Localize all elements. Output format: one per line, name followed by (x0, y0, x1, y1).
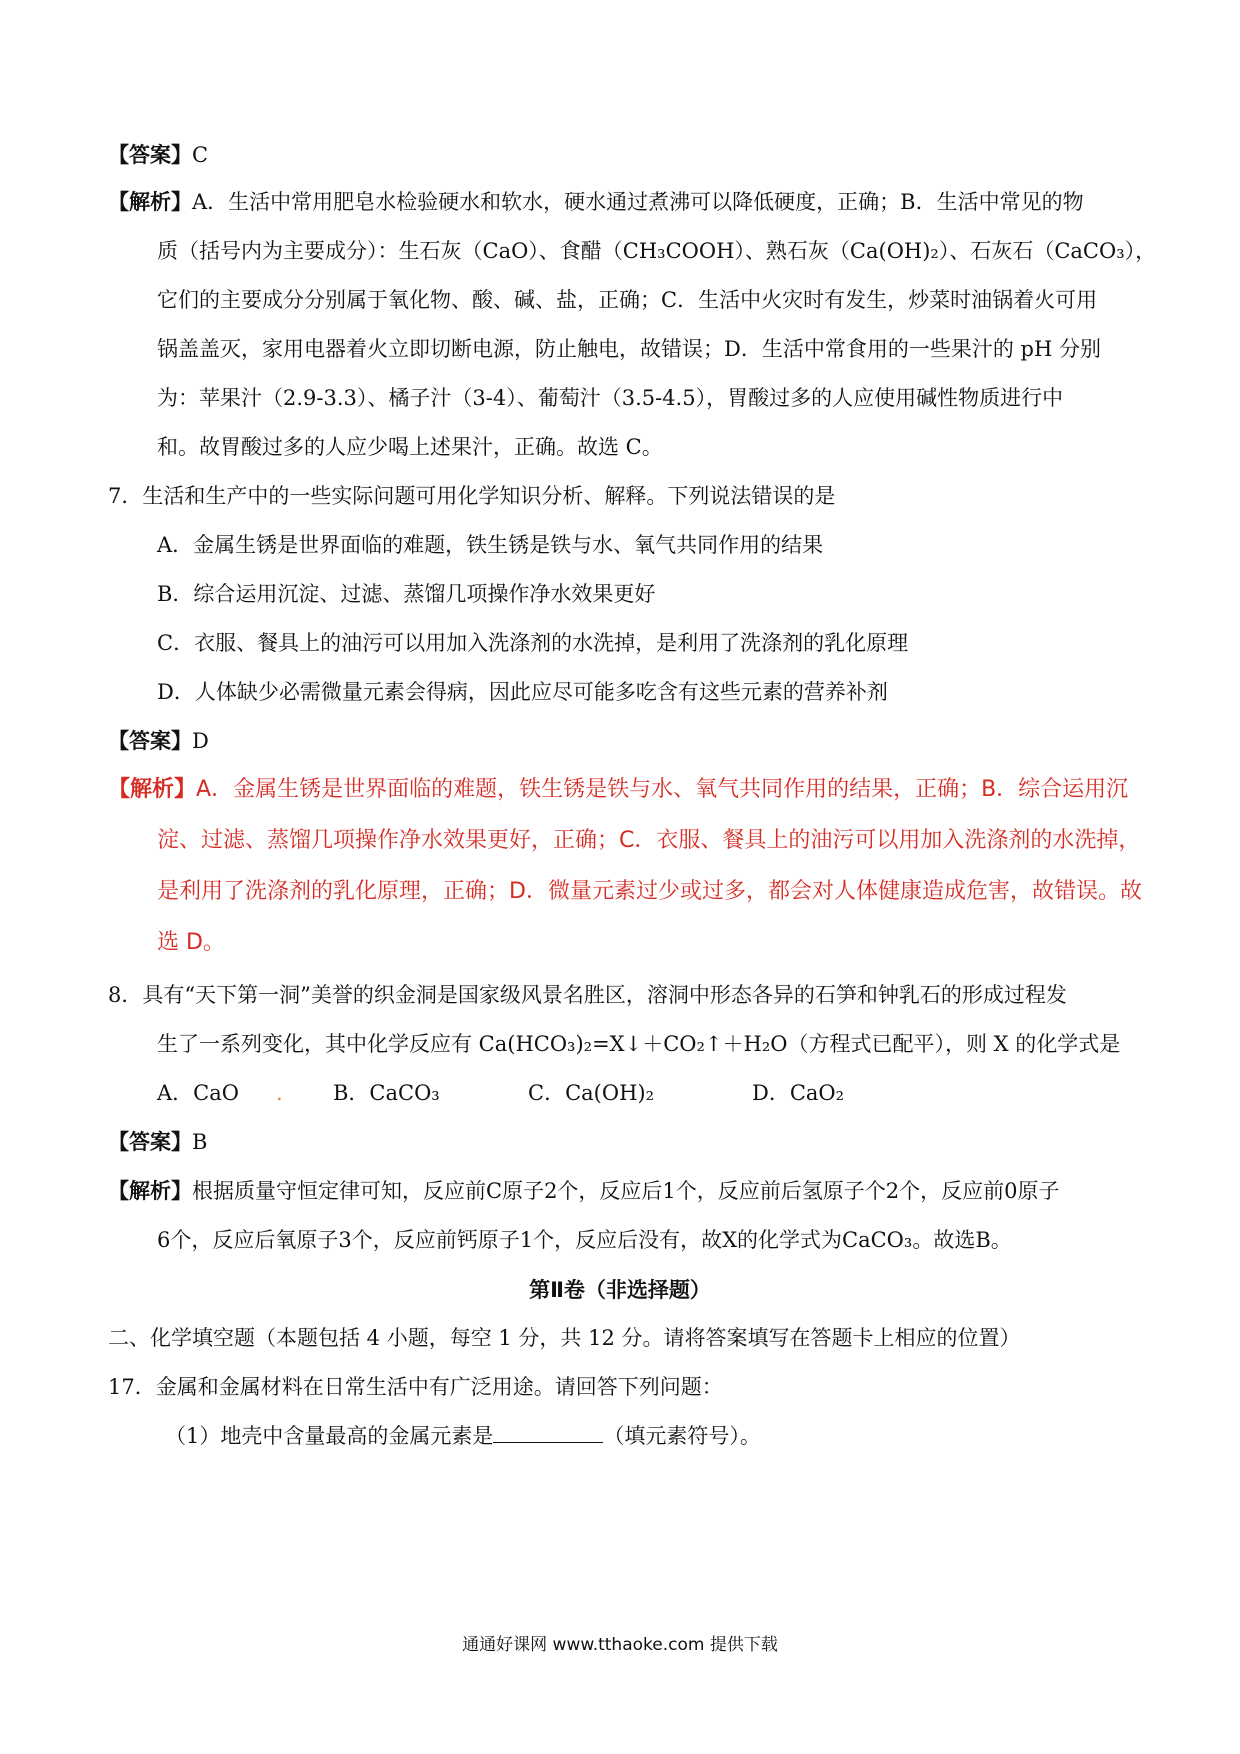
q7-option-d: D．人体缺少必需微量元素会得病，因此应尽可能多吃含有这些元素的营养补剂 (157, 680, 888, 704)
q8-stem-line-1: 8．具有“天下第一洞”美誉的织金洞是国家级风景名胜区，溶洞中形态各异的石笋和钟乳石的形成过程发 (108, 983, 1067, 1007)
q7-option-b: B．综合运用沉淀、过滤、蒸馏几项操作净水效果更好 (157, 582, 656, 606)
page-footer: 通通好课网 www.tthaoke.com 提供下载 (462, 1635, 778, 1655)
q8-option-b: B．CaCO₃ (333, 1081, 440, 1105)
q8-option-a: A．CaO (157, 1081, 239, 1105)
part-heading: 二、化学填空题（本题包括 4 小题，每空 1 分，共 12 分。请将答案填写在答题卡上相应的位置） (108, 1326, 1021, 1350)
q6-analysis-line-3: 它们的主要成分分别属于氧化物、酸、碱、盐，正确；C．生活中火灾时有发生，炒菜时油锅着火可用 (157, 288, 1098, 312)
q8-answer-tag: 【答案】 (108, 1130, 192, 1154)
q7-stem: 7．生活和生产中的一些实际问题可用化学知识分析、解释。下列说法错误的是 (108, 484, 836, 508)
q7-answer-value: D (192, 729, 209, 753)
q7-option-a: A．金属生锈是世界面临的难题，铁生锈是铁与水、氧气共同作用的结果 (157, 533, 824, 557)
q17-sub1-answer-blank[interactable] (493, 1422, 603, 1443)
q6-analysis-tag: 【解析】 (108, 190, 192, 214)
q6-answer-value: C (192, 143, 209, 167)
q8-answer-value: B (192, 1130, 208, 1154)
q7-analysis-line-4: 选 D。 (157, 930, 225, 955)
q17-sub1-suffix: （填元素符号）。 (603, 1424, 761, 1448)
q8-analysis-text-1: 根据质量守恒定律可知，反应前C原子2个，反应后1个，反应前后氢原子个2个，反应前0原子 (192, 1179, 1060, 1203)
q6-answer-tag: 【答案】 (108, 143, 192, 167)
q6-analysis-line-1 (108, 187, 1084, 217)
q6-answer-line (108, 140, 208, 170)
q7-analysis-line-3: 是利用了洗涤剂的乳化原理，正确；D．微量元素过少或过多，都会对人体健康造成危害，故错误。故 (157, 879, 1142, 904)
q6-analysis-line-6: 和。故胃酸过多的人应少喝上述果汁，正确。故选 C。 (157, 435, 663, 459)
scan-mark-dot: . (276, 1081, 283, 1105)
q8-option-d: D．CaO₂ (752, 1081, 845, 1105)
q7-analysis-tag: 【解析】 (108, 777, 197, 802)
q6-analysis-text-1: A．生活中常用肥皂水检验硬水和软水，硬水通过煮沸可以降低硬度，正确；B．生活中常见的物 (192, 190, 1084, 214)
q6-analysis-line-4: 锅盖盖灭，家用电器着火立即切断电源，防止触电，故错误；D．生活中常食用的一些果汁的 pH 分别 (157, 337, 1101, 361)
q7-analysis-text-1: A．金属生锈是世界面临的难题，铁生锈是铁与水、氧气共同作用的结果，正确；B．综合运用沉 (196, 777, 1129, 802)
section-title: 第Ⅱ卷（非选择题） (529, 1278, 711, 1302)
q7-option-c: C．衣服、餐具上的油污可以用加入洗涤剂的水洗掉，是利用了洗涤剂的乳化原理 (157, 631, 909, 655)
q17-sub1-prompt: （1）地壳中含量最高的金属元素是 (165, 1424, 494, 1448)
q17-stem: 17．金属和金属材料在日常生活中有广泛用途。请回答下列问题： (108, 1375, 723, 1399)
q8-analysis-line-1 (108, 1176, 1060, 1206)
q8-stem-line-2: 生了一系列变化，其中化学反应有 Ca(HCO₃)₂=X↓＋CO₂↑＋H₂O（方程式已配平），则 X 的化学式是 (157, 1032, 1121, 1056)
q6-analysis-line-5: 为：苹果汁（2.9-3.3）、橘子汁（3-4）、葡萄汁（3.5-4.5），胃酸过多的人应使用碱性物质进行中 (157, 386, 1064, 410)
q7-answer-line (108, 726, 209, 756)
q7-analysis-line-2: 淀、过滤、蒸馏几项操作净水效果更好，正确；C．衣服、餐具上的油污可以用加入洗涤剂的水洗掉， (157, 828, 1141, 853)
q8-analysis-tag: 【解析】 (108, 1179, 192, 1203)
q6-analysis-line-2: 质（括号内为主要成分）：生石灰（CaO）、食醋（CH₃COOH）、熟石灰（Ca(OH)₂）、石灰石（CaCO₃）， (157, 239, 1157, 263)
q8-analysis-line-2: 6个，反应后氧原子3个，反应前钙原子1个，反应后没有，故X的化学式为CaCO₃。故选B。 (157, 1228, 1012, 1252)
q17-sub1 (165, 1421, 761, 1451)
q8-option-c: C．Ca(OH)₂ (528, 1081, 654, 1105)
q7-answer-tag: 【答案】 (108, 729, 192, 753)
q8-answer-line (108, 1127, 207, 1157)
q7-analysis-line-1 (108, 775, 1128, 805)
